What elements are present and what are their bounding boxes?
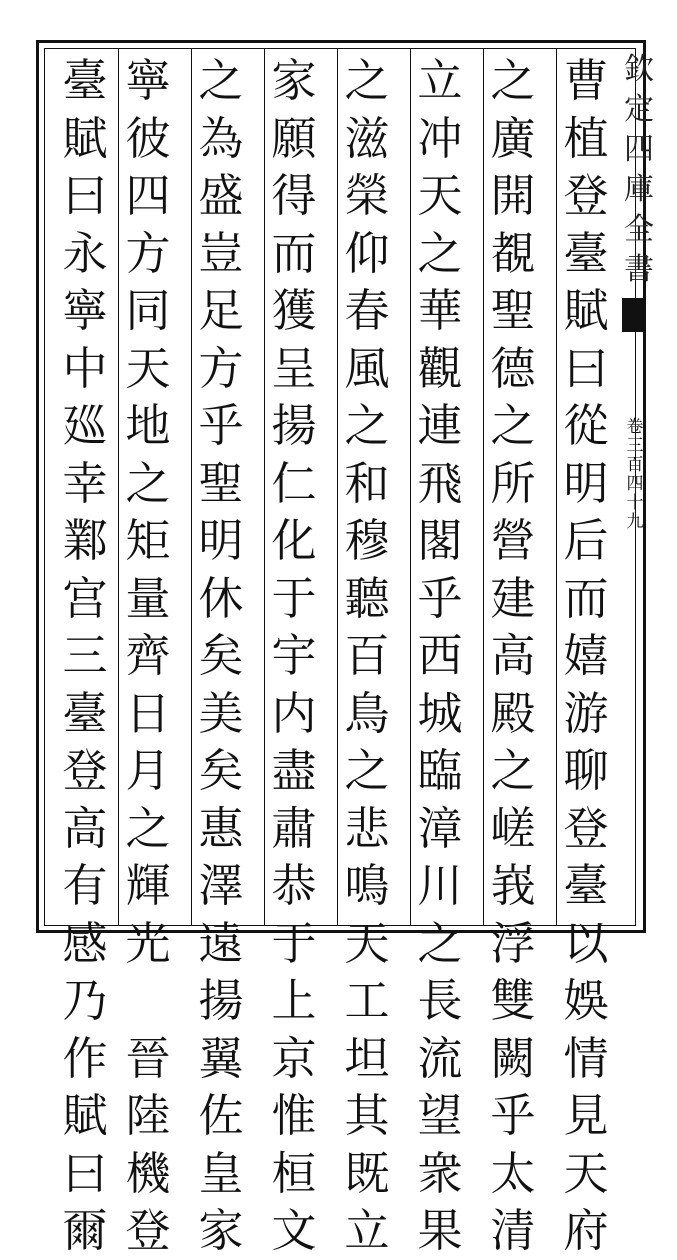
- glyph: 之: [344, 399, 390, 452]
- glyph: 中: [62, 341, 108, 395]
- glyph: 美: [198, 686, 244, 740]
- glyph: 曰: [563, 341, 609, 395]
- glyph: 建: [490, 571, 536, 625]
- glyph: 方: [125, 226, 171, 280]
- fishtail-mark: [622, 298, 644, 332]
- glyph: 機: [125, 1146, 171, 1200]
- glyph: 百: [344, 629, 390, 682]
- glyph: 齊: [125, 629, 171, 682]
- glyph: 于: [271, 571, 317, 625]
- glyph: 衆: [417, 1146, 463, 1200]
- glyph: 登: [125, 1204, 171, 1257]
- glyph: 臨: [417, 744, 463, 797]
- glyph: 量: [125, 571, 171, 625]
- glyph: 臺: [62, 54, 108, 107]
- glyph: 之: [490, 399, 536, 452]
- glyph: 揚: [198, 974, 244, 1027]
- text-column-3: [413, 52, 467, 1260]
- column-divider: [410, 48, 411, 926]
- glyph: 得: [271, 169, 317, 222]
- glyph: 峩: [490, 859, 536, 912]
- glyph: 穆: [344, 514, 390, 567]
- glyph: 高: [490, 629, 536, 682]
- glyph: 雙: [490, 974, 536, 1027]
- glyph: 高: [62, 801, 108, 855]
- glyph: 廵: [62, 399, 108, 452]
- glyph: 春: [344, 284, 390, 337]
- glyph: 恭: [271, 859, 317, 912]
- glyph: 晉: [125, 1031, 171, 1085]
- glyph: 營: [490, 514, 536, 567]
- glyph: 鄴: [62, 514, 108, 567]
- glyph: 登: [563, 801, 609, 855]
- glyph: 天: [417, 169, 463, 222]
- margin-glyph: 九: [626, 512, 644, 532]
- glyph: 后: [563, 514, 609, 567]
- glyph: 作: [62, 1031, 108, 1085]
- glyph: 賦: [563, 284, 609, 337]
- glyph: 上: [271, 974, 317, 1027]
- glyph: 惟: [271, 1089, 317, 1142]
- glyph: 獲: [271, 284, 317, 337]
- column-divider: [337, 48, 338, 926]
- glyph: 植: [563, 111, 609, 165]
- glyph: 其: [344, 1089, 390, 1142]
- glyph: 城: [417, 686, 463, 740]
- glyph: 冲: [417, 111, 463, 165]
- glyph: 觀: [417, 341, 463, 395]
- glyph: 臺: [563, 226, 609, 280]
- glyph: 情: [563, 1031, 609, 1085]
- glyph: 長: [417, 974, 463, 1027]
- glyph: 之: [125, 456, 171, 510]
- glyph: 内: [271, 686, 317, 740]
- text-column-4: [340, 52, 394, 1260]
- glyph: 滋: [344, 111, 390, 165]
- margin-glyph: 百: [626, 455, 644, 475]
- glyph: 光: [125, 916, 171, 970]
- glyph: 連: [417, 399, 463, 452]
- glyph: 足: [198, 284, 244, 337]
- margin-glyph: 全: [624, 212, 654, 247]
- glyph: 聊: [563, 744, 609, 797]
- glyph: 曰: [62, 169, 108, 222]
- glyph: 為: [198, 111, 244, 165]
- glyph: 明: [198, 514, 244, 567]
- glyph: 皇: [198, 1146, 244, 1200]
- glyph: 之: [490, 54, 536, 107]
- glyph: 榮: [344, 169, 390, 222]
- glyph: 澤: [198, 859, 244, 912]
- glyph: 而: [563, 571, 609, 625]
- glyph: 賦: [62, 1089, 108, 1142]
- glyph: 漳: [417, 801, 463, 855]
- glyph: 翼: [198, 1031, 244, 1085]
- glyph: 天: [125, 341, 171, 395]
- glyph: 之: [125, 801, 171, 855]
- glyph: 太: [490, 1146, 536, 1200]
- margin-glyph: 卷: [626, 417, 644, 437]
- glyph: 之: [417, 226, 463, 280]
- glyph: 立: [344, 1204, 390, 1257]
- glyph: 京: [271, 1031, 317, 1085]
- glyph: 文: [271, 1204, 317, 1257]
- glyph: 登: [62, 744, 108, 797]
- glyph: 閣: [417, 514, 463, 567]
- glyph: 彼: [125, 111, 171, 165]
- glyph: 遠: [198, 916, 244, 970]
- glyph: 于: [271, 916, 317, 970]
- margin-glyph: 定: [624, 92, 654, 127]
- glyph: 感: [62, 916, 108, 970]
- glyph: 工: [344, 974, 390, 1027]
- glyph: 以: [563, 916, 609, 970]
- glyph: 乎: [198, 399, 244, 452]
- glyph: 悲: [344, 801, 390, 855]
- margin-book-title: [619, 50, 659, 290]
- glyph: 四: [125, 169, 171, 222]
- glyph: 矣: [198, 629, 244, 682]
- glyph: 之: [490, 744, 536, 797]
- glyph: 殿: [490, 686, 536, 740]
- glyph: 德: [490, 341, 536, 395]
- glyph: 曹: [563, 54, 609, 107]
- glyph: 臺: [62, 686, 108, 740]
- glyph: 府: [563, 1204, 609, 1257]
- margin-glyph: 三: [626, 436, 644, 456]
- glyph: 明: [563, 456, 609, 510]
- glyph: 三: [62, 629, 108, 682]
- glyph: 和: [344, 456, 390, 510]
- glyph: 家: [198, 1204, 244, 1257]
- glyph: 宫: [62, 571, 108, 625]
- glyph: 果: [417, 1204, 463, 1257]
- column-divider: [264, 48, 265, 926]
- glyph: 聖: [490, 284, 536, 337]
- glyph: 之: [417, 916, 463, 970]
- column-divider: [118, 48, 119, 926]
- glyph: 覩: [490, 226, 536, 280]
- text-column-1: [559, 52, 613, 1260]
- glyph: 呈: [271, 341, 317, 395]
- glyph: 輝: [125, 859, 171, 912]
- glyph: 風: [344, 341, 390, 395]
- glyph: 曰: [62, 1146, 108, 1200]
- glyph: 從: [563, 399, 609, 452]
- glyph: 所: [490, 456, 536, 510]
- glyph: 天: [563, 1146, 609, 1200]
- glyph: 天: [344, 916, 390, 970]
- glyph: 聖: [198, 456, 244, 510]
- glyph: 肅: [271, 801, 317, 855]
- glyph: 西: [417, 629, 463, 682]
- glyph: 浮: [490, 916, 536, 970]
- glyph: [121, 972, 175, 1030]
- margin-glyph: 欽: [624, 52, 654, 87]
- column-divider: [483, 48, 484, 926]
- glyph: 坦: [344, 1031, 390, 1085]
- glyph: 鳥: [344, 686, 390, 740]
- glyph: 願: [271, 111, 317, 165]
- glyph: 矣: [198, 744, 244, 797]
- glyph: 幸: [62, 456, 108, 510]
- glyph: 望: [417, 1089, 463, 1142]
- glyph: 化: [271, 514, 317, 567]
- glyph: 立: [417, 54, 463, 107]
- glyph: 地: [125, 399, 171, 452]
- glyph: 流: [417, 1031, 463, 1085]
- glyph: 川: [417, 859, 463, 912]
- text-column-8: [58, 52, 112, 1260]
- glyph: 桓: [271, 1146, 317, 1200]
- margin-glyph: 四: [626, 474, 644, 494]
- column-divider: [556, 48, 557, 926]
- glyph: 而: [271, 226, 317, 280]
- glyph: 月: [125, 744, 171, 797]
- glyph: 登: [563, 169, 609, 222]
- glyph: 開: [490, 169, 536, 222]
- glyph: 娛: [563, 974, 609, 1027]
- glyph: 之: [198, 54, 244, 107]
- glyph: 嬉: [563, 629, 609, 682]
- glyph: 惠: [198, 801, 244, 855]
- glyph: 佐: [198, 1089, 244, 1142]
- glyph: 闕: [490, 1031, 536, 1085]
- text-column-2: [486, 52, 540, 1260]
- text-column-7: [121, 52, 175, 1260]
- glyph: 豈: [198, 226, 244, 280]
- glyph: 見: [563, 1089, 609, 1142]
- glyph: 同: [125, 284, 171, 337]
- glyph: 寧: [125, 54, 171, 107]
- glyph: 乃: [62, 974, 108, 1027]
- glyph: 清: [490, 1204, 536, 1257]
- glyph: 乎: [490, 1089, 536, 1142]
- glyph: 永: [62, 226, 108, 280]
- glyph: 鳴: [344, 859, 390, 912]
- margin-juan-number: [624, 418, 646, 532]
- glyph: 陸: [125, 1089, 171, 1142]
- glyph: 聽: [344, 571, 390, 625]
- glyph: 盛: [198, 169, 244, 222]
- margin-glyph: 四: [624, 132, 654, 167]
- margin-glyph: 書: [624, 252, 654, 287]
- glyph: 爾: [62, 1204, 108, 1257]
- glyph: 日: [125, 686, 171, 740]
- glyph: 宇: [271, 629, 317, 682]
- glyph: 臺: [563, 859, 609, 912]
- glyph: 寧: [62, 284, 108, 337]
- glyph: 盡: [271, 744, 317, 797]
- glyph: 嵯: [490, 801, 536, 855]
- glyph: 華: [417, 284, 463, 337]
- glyph: 家: [271, 54, 317, 107]
- glyph: 廣: [490, 111, 536, 165]
- glyph: 之: [344, 54, 390, 107]
- glyph: 乎: [417, 571, 463, 625]
- glyph: 休: [198, 571, 244, 625]
- glyph: 有: [62, 859, 108, 912]
- glyph: 仁: [271, 456, 317, 510]
- margin-glyph: 庫: [624, 172, 654, 207]
- glyph: 揚: [271, 399, 317, 452]
- glyph: 方: [198, 341, 244, 395]
- glyph: 既: [344, 1146, 390, 1200]
- glyph: 賦: [62, 111, 108, 165]
- text-column-6: [194, 52, 248, 1260]
- text-column-5: [267, 52, 321, 1260]
- glyph: 矩: [125, 514, 171, 567]
- glyph: 仰: [344, 226, 390, 280]
- glyph: 飛: [417, 456, 463, 510]
- column-divider: [191, 48, 192, 926]
- glyph: 游: [563, 686, 609, 740]
- margin-glyph: 十: [626, 493, 644, 513]
- glyph: 之: [344, 744, 390, 797]
